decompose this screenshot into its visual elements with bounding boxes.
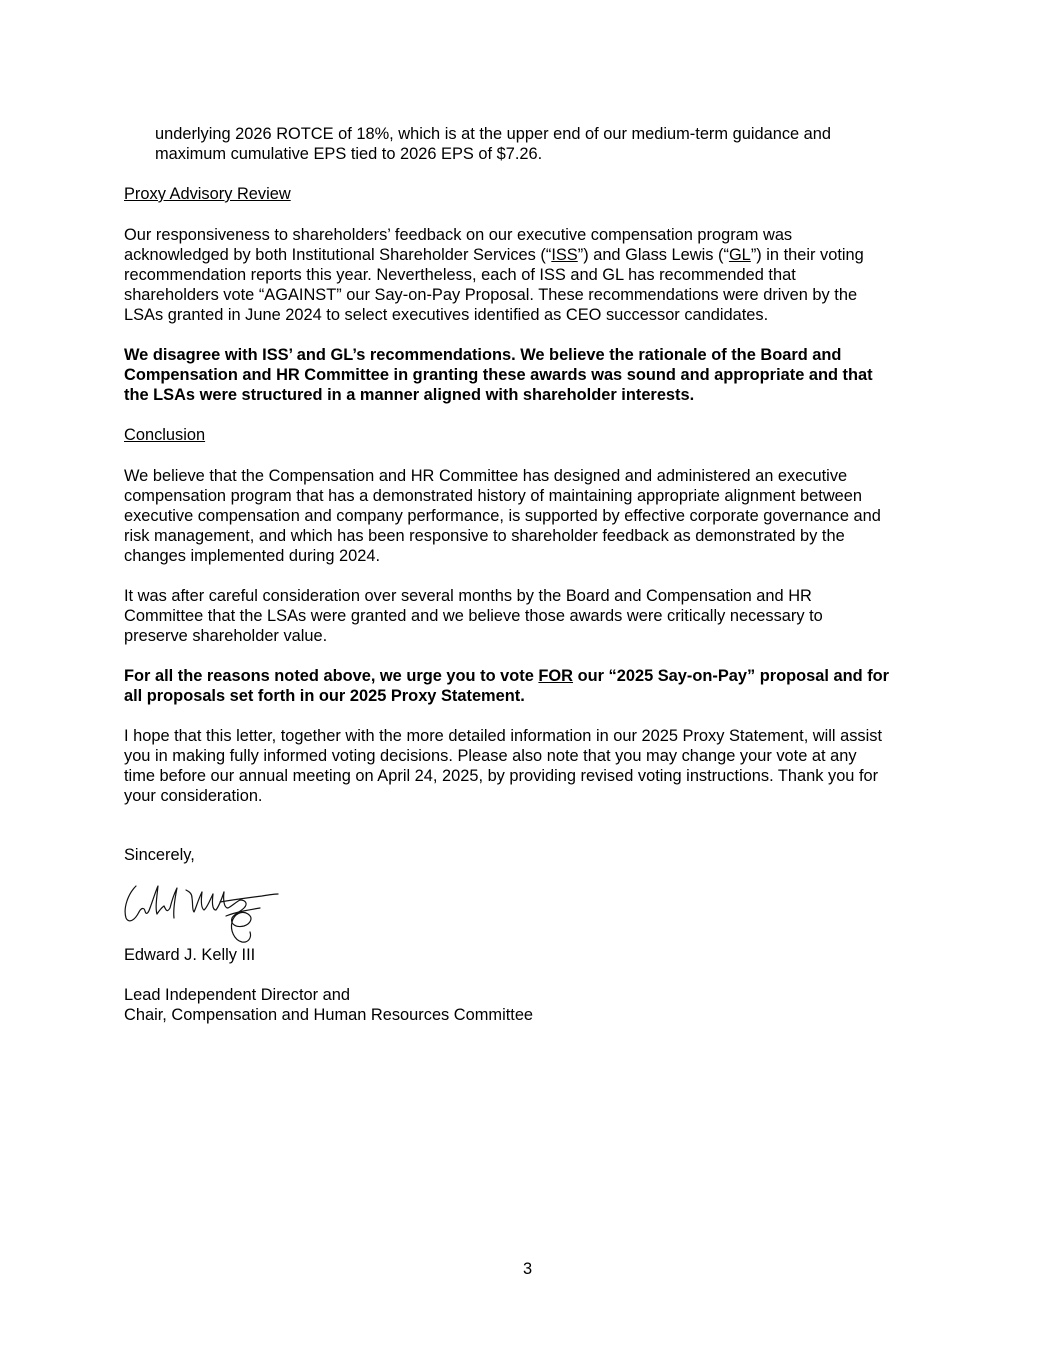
disagree-paragraph: [124, 345, 939, 405]
text-segment: our “2025 Say-on-Pay” proposal and for: [573, 667, 890, 685]
hope-paragraph: [124, 726, 939, 806]
section-heading-conclusion: [124, 425, 939, 445]
text-segment: acknowledged by both Institutional Shareholder Services (“: [124, 246, 552, 264]
text-line: all proposals set forth in our 2025 Proxy Statement.: [124, 687, 525, 705]
text-line: shareholders vote “AGAINST” our Say-on-Pay Proposal. These recommendations were driven by the: [124, 286, 858, 304]
closing-text: Sincerely,: [124, 846, 195, 864]
section-heading-proxy-advisory: [124, 184, 939, 204]
signer-title-line: Chair, Compensation and Human Resources Committee: [124, 1006, 534, 1024]
text-line: time before our annual meeting on April 24, 2025, by providing revised voting instructions. Thank you for: [124, 767, 879, 785]
conclusion-paragraph: [124, 466, 939, 566]
text-line: recommendation reports this year. Nevertheless, each of ISS and GL has recommended that: [124, 266, 796, 284]
page-number: 3: [522, 1260, 533, 1278]
text-line: your consideration.: [124, 787, 263, 805]
text-line: Committee that the LSAs were granted and we believe those awards were critically necessary to: [124, 607, 823, 625]
text-line: executive compensation and company performance, is supported by effective corporate governance and: [124, 507, 881, 525]
text-line: It was after careful consideration over several months by the Board and Compensation and HR: [124, 587, 812, 605]
text-line: you in making fully informed voting decisions. Please also note that you may change your vote at any: [124, 747, 857, 765]
heading-text: Proxy Advisory Review: [124, 185, 291, 203]
for-emphasis: FOR: [538, 667, 574, 685]
handwritten-signature: [120, 878, 282, 948]
text-line: Compensation and HR Committee in granting these awards was sound and appropriate and that: [124, 366, 873, 384]
text-line: compensation program that has a demonstrated history of maintaining appropriate alignment between: [124, 487, 863, 505]
text-line: [124, 245, 939, 265]
intro-paragraph: [155, 124, 939, 164]
text-line: preserve shareholder value.: [124, 627, 328, 645]
text-line: LSAs granted in June 2024 to select executives identified as CEO successor candidates.: [124, 306, 769, 324]
text-line: We believe that the Compensation and HR Committee has designed and administered an executive: [124, 467, 848, 485]
signer-title: [124, 985, 939, 1025]
text-segment: For all the reasons noted above, we urge you to vote: [124, 667, 539, 685]
urge-vote-paragraph: [124, 666, 939, 706]
text-line: I hope that this letter, together with the more detailed information in our 2025 Proxy Statement, will assist: [124, 727, 883, 745]
text-line: Our responsiveness to shareholders’ feedback on our executive compensation program was: [124, 226, 793, 244]
text-line: risk management, and which has been responsive to shareholder feedback as demonstrated by the: [124, 527, 845, 545]
gl-abbreviation: GL: [728, 246, 751, 264]
text-segment: ”) in their voting: [750, 246, 864, 264]
iss-abbreviation: ISS: [551, 246, 578, 264]
closing-salutation: [124, 845, 939, 865]
signer-title-line: Lead Independent Director and: [124, 986, 350, 1004]
text-line: [124, 666, 939, 686]
text-line: the LSAs were structured in a manner aligned with shareholder interests.: [124, 386, 695, 404]
text-line: maximum cumulative EPS tied to 2026 EPS of $7.26.: [155, 145, 543, 163]
text-segment: ”) and Glass Lewis (“: [577, 246, 729, 264]
text-line: changes implemented during 2024.: [124, 547, 381, 565]
text-line: We disagree with ISS’ and GL’s recommendations. We believe the rationale of the Board and: [124, 346, 842, 364]
text-line: underlying 2026 ROTCE of 18%, which is at the upper end of our medium-term guidance and: [155, 125, 832, 143]
signer-name-text: Edward J. Kelly III: [124, 946, 256, 964]
heading-text: Conclusion: [124, 426, 206, 444]
consideration-paragraph: [124, 586, 939, 646]
signer-name: [124, 945, 939, 965]
proxy-advisory-paragraph: [124, 225, 939, 325]
